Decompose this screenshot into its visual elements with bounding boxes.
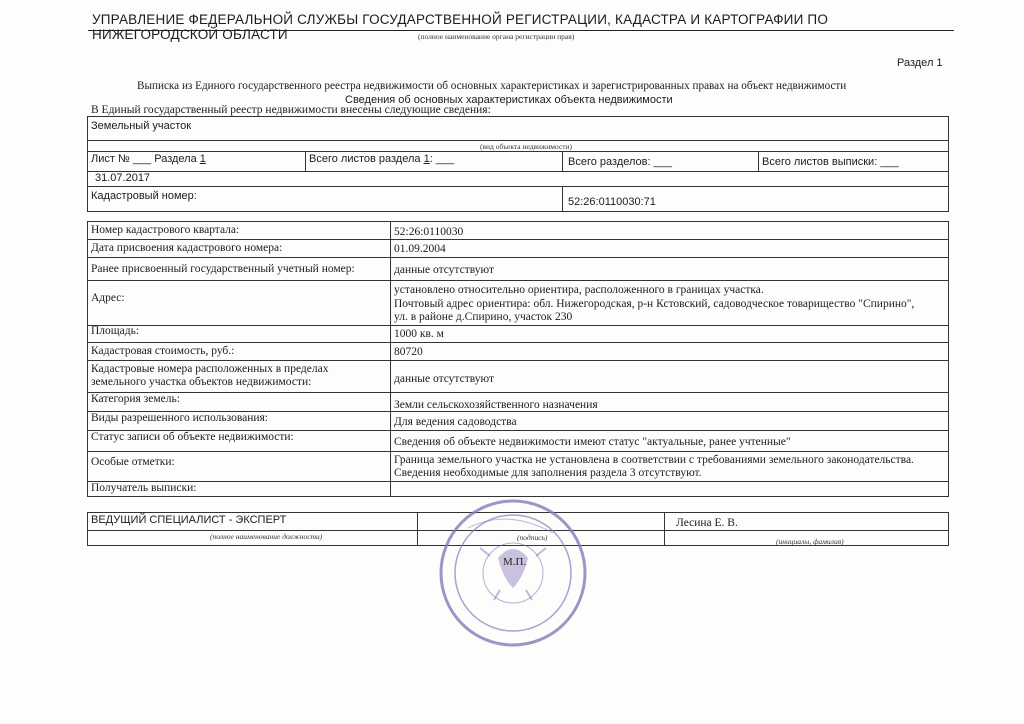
row-value-nested-objects: данные отсутствуют xyxy=(394,373,494,385)
organization-name: УПРАВЛЕНИЕ ФЕДЕРАЛЬНОЙ СЛУЖБЫ ГОСУДАРСТВЕННОЙ РЕГИСТРАЦИИ, КАДАСТРА И КАРТОГРАФИИ ПО НИЖЕГОРОДСКОЙ ОБЛАСТИ xyxy=(92,12,829,42)
row-divider xyxy=(87,360,949,361)
row-label-address: Адрес: xyxy=(91,292,125,304)
name-caption: (инициалы, фамилия) xyxy=(776,537,844,546)
divider xyxy=(87,186,949,187)
extract-date: 31.07.2017 xyxy=(95,172,151,184)
org-underline xyxy=(88,30,954,31)
sheet-number xyxy=(91,153,206,165)
object-type: Земельный участок xyxy=(91,120,192,132)
total-sections: Всего разделов: ___ xyxy=(568,156,672,168)
row-label-cadastral-cost: Кадастровая стоимость, руб.: xyxy=(91,345,235,357)
row-label-nested-objects xyxy=(91,363,328,389)
total-sheets-value: 1 xyxy=(423,153,430,165)
column-divider xyxy=(390,221,391,497)
row-value-previous-number: данные отсутствуют xyxy=(394,264,494,276)
divider xyxy=(562,151,563,171)
signature-caption: (подпись) xyxy=(517,533,548,542)
row-divider xyxy=(87,342,949,343)
row-value-land-category: Земли сельскохозяйственного назначения xyxy=(394,399,598,411)
row-divider xyxy=(87,451,949,452)
row-value-assign-date: 01.09.2004 xyxy=(394,243,446,255)
address-line: установлено относительно ориентира, расположенного в границах участка. xyxy=(394,284,764,296)
row-divider xyxy=(87,392,949,393)
note-line: Граница земельного участка не установлена в соответствии с требованиями земельного законодательства. xyxy=(394,454,914,466)
note-line: Сведения необходимые для заполнения раздела 3 отсутствуют. xyxy=(394,467,702,479)
label-line: Кадастровые номера расположенных в пределах xyxy=(91,363,329,375)
row-value-special-notes xyxy=(394,454,914,480)
address-line: ул. в районе д.Спирино, участок 230 xyxy=(394,311,573,323)
row-divider xyxy=(87,257,949,258)
signer-name: Лесина Е. В. xyxy=(676,517,738,529)
row-value-area: 1000 кв. м xyxy=(394,328,444,340)
row-divider xyxy=(87,280,949,281)
total-sheets-suffix: : ___ xyxy=(429,153,455,165)
document-subtitle: Сведения об основных характеристиках объекта недвижимости xyxy=(345,94,673,106)
row-label-permitted-use: Виды разрешенного использования: xyxy=(91,412,268,424)
cadastral-number-value: 52:26:0110030:71 xyxy=(568,196,656,208)
sheet-label: Лист № ___ Раздела xyxy=(91,153,197,165)
total-extract-sheets: Всего листов выписки: ___ xyxy=(762,156,899,168)
divider xyxy=(562,186,563,212)
divider xyxy=(87,171,949,172)
position-caption: (полное наименование должности) xyxy=(210,532,323,541)
label-line: земельного участка объектов недвижимости: xyxy=(91,376,312,388)
row-divider xyxy=(87,325,949,326)
object-type-caption: (вид объекта недвижимости) xyxy=(480,142,573,151)
row-label-previous-number: Ранее присвоенный государственный учетный номер: xyxy=(91,263,355,275)
row-value-cadastral-cost: 80720 xyxy=(394,346,423,358)
divider xyxy=(417,512,418,546)
org-caption: (полное наименование органа регистрации прав) xyxy=(418,32,575,41)
row-value-address xyxy=(394,284,914,325)
row-label-land-category: Категория земель: xyxy=(91,393,180,405)
divider xyxy=(758,151,759,171)
stamp-mark-label: М.П. xyxy=(503,556,527,568)
document-title: Выписка из Единого государственного реестра недвижимости об основных характеристиках и зарегистрированных правах на объект недвижимости xyxy=(137,80,847,92)
row-label-recipient: Получатель выписки: xyxy=(91,482,197,494)
row-value-quarter: 52:26:0110030 xyxy=(394,226,464,238)
row-divider xyxy=(87,239,949,240)
total-sheets-label: Всего листов раздела xyxy=(309,153,421,165)
row-label-assign-date: Дата присвоения кадастрового номера: xyxy=(91,242,283,254)
row-value-permitted-use: Для ведения садоводства xyxy=(394,416,517,428)
signer-position: ВЕДУЩИЙ СПЕЦИАЛИСТ - ЭКСПЕРТ xyxy=(91,514,287,526)
divider xyxy=(305,151,306,171)
address-line: Почтовый адрес ориентира: обл. Нижегородская, р-н Кстовский, садоводческое товарищество "Спирино", xyxy=(394,297,915,310)
sheet-section-value: 1 xyxy=(199,153,206,165)
divider xyxy=(664,512,665,546)
row-label-quarter: Номер кадастрового квартала: xyxy=(91,224,240,236)
section-label: Раздел 1 xyxy=(897,57,943,69)
row-label-area: Площадь: xyxy=(91,325,140,337)
intro-text: В Единый государственный реестр недвижимости внесены следующие сведения: xyxy=(91,104,491,116)
divider xyxy=(87,140,949,141)
row-label-special-notes: Особые отметки: xyxy=(91,456,175,468)
official-seal-stamp xyxy=(438,498,588,648)
cadastral-number-label: Кадастровый номер: xyxy=(91,190,197,202)
row-value-record-status: Сведения об объекте недвижимости имеют статус "актуальные, ранее учтенные" xyxy=(394,436,791,448)
total-sheets xyxy=(309,153,454,165)
row-divider xyxy=(87,481,949,482)
row-label-record-status: Статус записи об объекте недвижимости: xyxy=(91,431,294,443)
divider xyxy=(87,151,949,152)
